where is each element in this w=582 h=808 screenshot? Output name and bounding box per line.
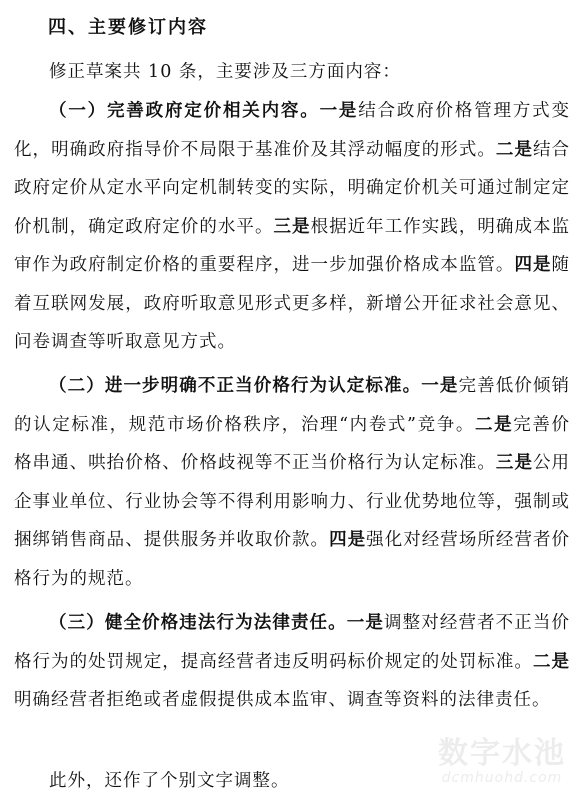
section-3-title: （三）健全价格违法行为法律责任。: [49, 613, 347, 633]
section-2-paragraph: [14, 367, 570, 598]
section-2-marker-1: 一是: [421, 376, 459, 396]
watermark-cn: 数字水池: [438, 736, 566, 771]
section-2-text-3: 公用企事业单位、行业协会等不得利用影响力、行业优势地位等，强制或捆绑销售商品、提供服务并收取价款。: [14, 453, 571, 550]
section-1-title: （一）完善政府定价相关内容。: [49, 101, 320, 121]
section-1-text-2: 结合政府定价从定水平向定机制转变的实际，明确定价机关可通过制定定价机制，确定政府定价的水平。: [14, 139, 571, 237]
section-2-marker-3: 三是: [495, 453, 533, 473]
section-1-paragraph: [14, 92, 570, 362]
section-1-text-4: 随着互联网发展，政府听取意见形式更多样，新增公开征求社会意见、问卷调查等听取意见方式。: [14, 255, 571, 352]
section-3-text-1: 调整对经营者不正当价格行为的处罚规定，提高经营者违反明码标价规定的处罚标准。: [14, 613, 571, 672]
closing-paragraph: 此外，还作了个别文字调整。: [49, 771, 290, 791]
section-1-text-1: 结合政府价格管理方式变化，明确政府指导价不局限于基准价及其浮动幅度的形式。: [14, 101, 571, 160]
section-3-text-2: 明确经营者拒绝或者虚假提供成本监审、调查等资料的法律责任。: [14, 690, 551, 710]
section-1-marker-1: 一是: [319, 101, 359, 121]
section-3-marker-2: 二是: [532, 651, 571, 672]
section-1-marker-4: 四是: [514, 255, 552, 275]
section-3-paragraph: [14, 604, 570, 720]
watermark-en: dcmhuohd.com: [441, 770, 563, 786]
section-2-text-1: 完善低价倾销的认定标准，规范市场价格秩序，治理“内卷式”竞争。: [14, 376, 571, 435]
section-2-text-2: 完善价格串通、哄抬价格、价格歧视等不正当价格行为认定标准。: [14, 414, 570, 473]
section-heading: 四、主要修订内容: [48, 17, 208, 38]
section-2-marker-4: 四是: [329, 530, 367, 550]
section-2-marker-2: 二是: [475, 414, 514, 435]
section-2-title: （二）进一步明确不正当价格行为认定标准。: [49, 376, 422, 396]
section-1-text-3: 根据近年工作实践，明确成本监审作为政府制定价格的重要程序，进一步加强价格成本监管。: [14, 216, 571, 275]
section-1-marker-3: 三是: [273, 216, 311, 237]
section-1-marker-2: 二是: [495, 139, 533, 160]
section-2-text-4: 强化对经营场所经营者价格行为的规范。: [14, 530, 571, 589]
section-3-marker-1: 一是: [346, 613, 385, 633]
intro-paragraph: 修正草案共 10 条，主要涉及三方面内容：: [49, 62, 401, 82]
